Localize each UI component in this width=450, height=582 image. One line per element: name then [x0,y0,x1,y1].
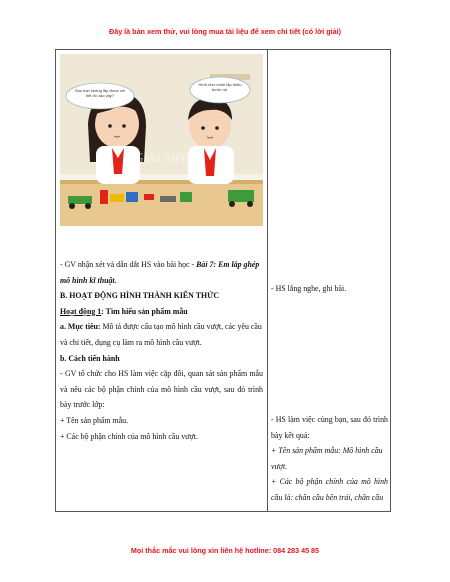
activity-name: : Tìm hiểu sản phẩm mẫu [101,306,188,316]
response-pairwork: - HS làm việc cùng bạn, sau đó trình bày kết quả: [271,415,388,440]
response-listen: - HS lắng nghe, ghi bài. [271,284,347,293]
student-response-2 [271,412,388,506]
hotline-banner: Mọi thắc mắc vui lòng xin liên hệ hotline: 084 283 45 85 [130,546,320,555]
speech-bubble-right: Hình như mình lắp thiếu bước rồi. [198,82,242,92]
illustration-watermark: Giáo viên [133,151,189,166]
bullet-main-parts: + Các bộ phận chính của mô hình cầu vượt. [60,431,198,441]
lesson-title: Bài 7: Em lắp ghép mô hình kĩ thuật. [60,260,260,285]
lesson-table [55,49,391,512]
bullet-product-name: + Tên sản phẩm mẫu. [60,415,129,425]
method-text: - GV tổ chức cho HS làm việc cặp đôi, quan sát sản phẩm mẫu và nêu các bộ phận chính của mô hình cầu vượt, sau đó trình bày trước lớp: [60,369,263,410]
teacher-activities [60,257,263,444]
activity-title: Hoạt động 1 [60,306,102,316]
goal-text: Mô tả được cấu tạo mô hình cầu vượt, các yêu cầu và chi tiết, dụng cụ làm ra mô hình cầu vượt. [60,322,262,347]
classroom-illustration [60,54,263,226]
preview-banner: Đây là bản xem thử, vui lòng mua tài liệu để xem chi tiết (có lời giải) [109,27,341,36]
goal-label: a. Mục tiêu: [60,322,101,332]
speech-bubble-left: Sao bạn không lắp được chi tiết đó vào vậy? [74,88,126,98]
section-b-heading: B. HOẠT ĐỘNG HÌNH THÀNH KIẾN THỨC [60,291,220,301]
response-main-parts: + Các bộ phận chính của mô hình cầu là: chân cầu bên trái, chân cầu [271,477,388,502]
response-product-name: + Tên sản phẩm mẫu: Mô hình cầu vượt. [271,446,383,471]
column-divider [267,50,268,511]
method-heading: b. Cách tiến hành [60,353,120,363]
intro-text: - GV nhận xét và dẫn dắt HS vào bài học - [60,260,197,269]
student-response-1 [271,281,388,297]
